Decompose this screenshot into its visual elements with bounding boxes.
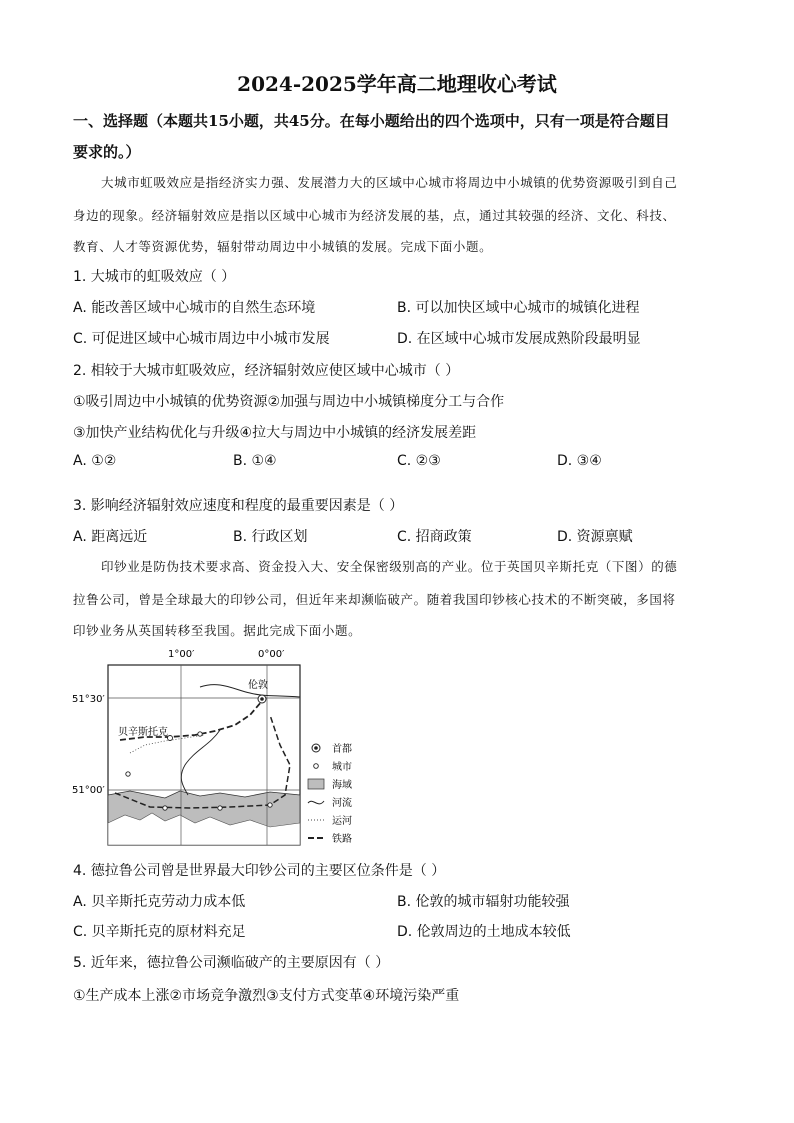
passage1-line1: 大城市虹吸效应是指经济实力强、发展潜力大的区域中心城市将周边中小城镇的优势资源吸引到自己 xyxy=(101,175,678,190)
q2-option-c: C. ②③ xyxy=(397,453,441,469)
q5-stem: 5. 近年来，德拉鲁公司濒临破产的主要原因有（ ） xyxy=(73,955,390,971)
legend-river-icon xyxy=(308,801,324,804)
city-icon xyxy=(198,732,202,736)
city-icon xyxy=(268,803,272,807)
passage2-line2: 拉鲁公司，曾是全球最大的印钞公司，但近年来却濒临破产。随着我国印钞核心技术的不断突破，多国将 xyxy=(73,592,676,607)
basingstoke-label: 贝辛斯托克 xyxy=(118,727,168,738)
london-label: 伦敦 xyxy=(248,680,268,691)
q1-option-d: D. 在区域中心城市发展成熟阶段最明显 xyxy=(397,331,641,347)
q4-option-b: B. 伦敦的城市辐射功能较强 xyxy=(397,894,570,910)
section-heading: 一、选择题（本题共15小题，共45分。在每小题给出的四个选项中，只有一项是符合题目 xyxy=(73,112,670,130)
legend-river-label: 河流 xyxy=(332,798,352,809)
q4-stem: 4. 德拉鲁公司曾是世界最大印钞公司的主要区位条件是（ ） xyxy=(73,863,446,879)
legend-city-label: 城市 xyxy=(332,762,352,773)
q1-option-c: C. 可促进区域中心城市周边中小城市发展 xyxy=(73,331,330,347)
passage2-line1: 印钞业是防伪技术要求高、资金投入大、安全保密级别高的产业。位于英国贝辛斯托克（下图）的德 xyxy=(101,559,678,574)
q3-option-d: D. 资源禀赋 xyxy=(557,529,633,545)
lat-5100-label: 51°00′ xyxy=(72,785,105,796)
lon-1-label: 1°00′ xyxy=(168,649,195,660)
passage1-line2: 身边的现象。经济辐射效应是指以区域中心城市为经济发展的基，点，通过其较强的经济、文化、科技、 xyxy=(73,208,676,223)
legend-sea-label: 海域 xyxy=(332,780,352,791)
page-title: 2024-2025学年高二地理收心考试 xyxy=(237,72,557,96)
lon-0-label: 0°00′ xyxy=(258,649,285,660)
city-icon xyxy=(163,806,167,810)
legend-capital-label: 首都 xyxy=(332,744,352,755)
section-heading-cont: 要求的。） xyxy=(73,143,141,161)
basingstoke-city-icon xyxy=(168,736,173,741)
q2-stem: 2. 相较于大城市虹吸效应，经济辐射效应使区域中心城市（ ） xyxy=(73,363,460,379)
q4-option-d: D. 伦敦周边的土地成本较低 xyxy=(397,924,571,940)
q4-option-c: C. 贝辛斯托克的原材料充足 xyxy=(73,924,246,940)
passage2-line3: 印钞业务从英国转移至我国。据此完成下面小题。 xyxy=(73,623,362,638)
q2-option-a: A. ①② xyxy=(73,453,117,469)
legend-sea-icon xyxy=(308,779,324,789)
q3-option-a: A. 距离远近 xyxy=(73,529,148,545)
q4-option-a: A. 贝辛斯托克劳动力成本低 xyxy=(73,894,246,910)
legend-canal-label: 运河 xyxy=(332,816,352,827)
q1-option-b: B. 可以加快区域中心城市的城镇化进程 xyxy=(397,300,640,316)
city-icon xyxy=(126,772,130,776)
q3-option-b: B. 行政区划 xyxy=(233,529,308,545)
legend-railway-label: 铁路 xyxy=(332,834,352,845)
passage1-line3: 教育、人才等资源优势，辐射带动周边中小城镇的发展。完成下面小题。 xyxy=(73,239,493,254)
map-legend xyxy=(308,742,352,845)
q3-stem: 3. 影响经济辐射效应速度和程度的最重要因素是（ ） xyxy=(73,498,404,514)
q2-option-d: D. ③④ xyxy=(557,453,602,469)
city-icon xyxy=(218,806,222,810)
lat-5130-label: 51°30′ xyxy=(72,694,105,705)
q2-items-2: ③加快产业结构优化与升级④拉大与周边中小城镇的经济发展差距 xyxy=(73,425,477,441)
legend-city-icon xyxy=(314,764,319,769)
london-capital-dot xyxy=(260,697,264,701)
q5-items-1: ①生产成本上涨②市场竞争激烈③支付方式变革④环境污染严重 xyxy=(73,988,460,1004)
basingstoke-map xyxy=(70,645,370,850)
q1-option-a: A. 能改善区域中心城市的自然生态环境 xyxy=(73,300,316,316)
q2-option-b: B. ①④ xyxy=(233,453,277,469)
q1-stem: 1. 大城市的虹吸效应（ ） xyxy=(73,269,236,285)
q3-option-c: C. 招商政策 xyxy=(397,529,472,545)
q2-items-1: ①吸引周边中小城镇的优势资源②加强与周边中小城镇梯度分工与合作 xyxy=(73,394,505,410)
